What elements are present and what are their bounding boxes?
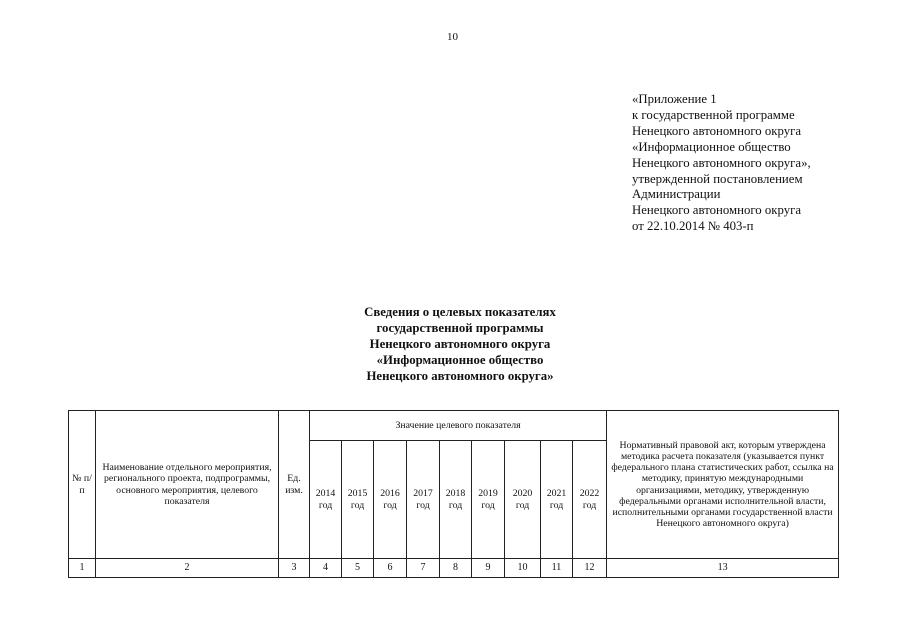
appendix-line: «Информационное общество: [632, 139, 791, 154]
appendix-note: [632, 92, 872, 235]
document-title: [300, 304, 620, 384]
header-year: 2014 год: [310, 441, 342, 559]
title-line: «Информационное общество: [376, 353, 544, 367]
column-number: 9: [472, 559, 505, 578]
header-year: 2022 год: [573, 441, 607, 559]
page-number: 10: [447, 31, 458, 43]
appendix-line: Ненецкого автономного округа: [632, 203, 802, 218]
appendix-line: Ненецкого автономного округа: [632, 123, 802, 138]
column-number: 13: [607, 559, 839, 578]
column-number: 4: [310, 559, 342, 578]
column-number: 8: [440, 559, 472, 578]
column-number: 7: [407, 559, 440, 578]
appendix-line: от 22.10.2014 № 403-п: [632, 219, 754, 234]
header-year: 2017 год: [407, 441, 440, 559]
column-number: 5: [342, 559, 374, 578]
header-value-group: Значение целевого показателя: [310, 411, 607, 441]
indicators-table: [68, 410, 839, 578]
appendix-line: утвержденной постановлением: [632, 171, 803, 186]
header-year: 2019 год: [472, 441, 505, 559]
appendix-line: Ненецкого автономного округа»,: [632, 155, 811, 170]
column-number: 2: [96, 559, 279, 578]
header-year: 2018 год: [440, 441, 472, 559]
column-number: 12: [573, 559, 607, 578]
header-year: 2021 год: [541, 441, 573, 559]
column-number-row: [69, 559, 839, 578]
title-line: Ненецкого автономного округа: [369, 337, 551, 351]
header-unit: Ед. изм.: [279, 411, 310, 559]
table-header-row: [69, 411, 839, 441]
appendix-line: к государственной программе: [632, 107, 795, 122]
column-number: 11: [541, 559, 573, 578]
title-line: Сведения о целевых показателях: [364, 305, 556, 319]
header-name: Наименование отдельного мероприятия, регионального проекта, подпрограммы, основного мероприятия, целевого показателя: [96, 411, 279, 559]
header-year: 2016 год: [374, 441, 407, 559]
header-year: 2020 год: [505, 441, 541, 559]
appendix-line: Администрации: [632, 187, 721, 202]
column-number: 6: [374, 559, 407, 578]
appendix-line: «Приложение 1: [632, 92, 717, 106]
title-line: государственной программы: [376, 321, 544, 335]
header-year: 2015 год: [342, 441, 374, 559]
header-legal-act: Нормативный правовой акт, которым утверждена методика расчета показателя (указывается пункт федерального плана статистических работ, ссылка на методику, принятую международными организациями, методику, утвержденную федеральными органами исполнительной власти, исполнительными органами государственной власти Ненецкого автономного округа): [607, 411, 839, 559]
column-number: 10: [505, 559, 541, 578]
column-number: 1: [69, 559, 96, 578]
column-number: 3: [279, 559, 310, 578]
header-num: № п/п: [69, 411, 96, 559]
title-line: Ненецкого автономного округа»: [366, 369, 554, 383]
